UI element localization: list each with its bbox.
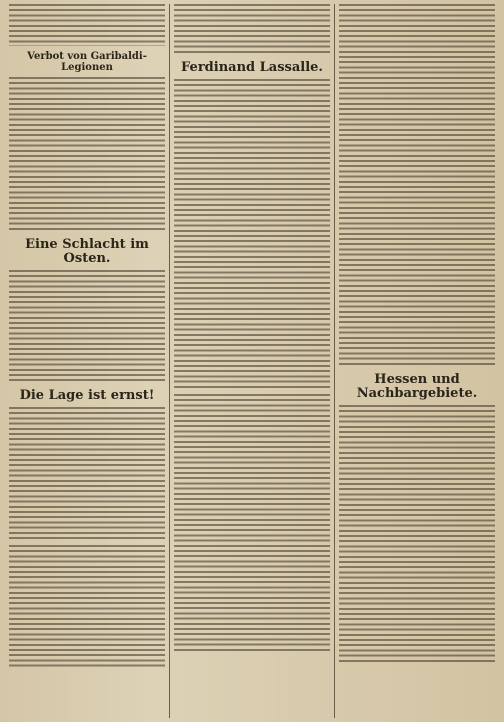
article-body	[174, 4, 330, 56]
article-body	[339, 4, 495, 368]
article-body	[339, 405, 495, 665]
article-body	[9, 545, 165, 670]
article-body	[9, 407, 165, 542]
article-body	[9, 77, 165, 233]
article-headline: Verbot von Garibaldi-Legionen	[27, 50, 147, 73]
article-headline: Hessen und Nachbargebiete.	[356, 372, 478, 401]
article-body	[9, 270, 165, 384]
article-body	[9, 4, 165, 46]
column-2	[169, 4, 334, 718]
article-headline: Ferdinand Lassalle.	[181, 60, 323, 75]
column-3	[334, 4, 499, 718]
article-headline: Eine Schlacht im Osten.	[25, 236, 149, 266]
column-1	[5, 4, 169, 718]
article-headline: Die Lage ist ernst!	[19, 387, 155, 403]
article-body	[174, 79, 330, 391]
article-body	[174, 394, 330, 654]
